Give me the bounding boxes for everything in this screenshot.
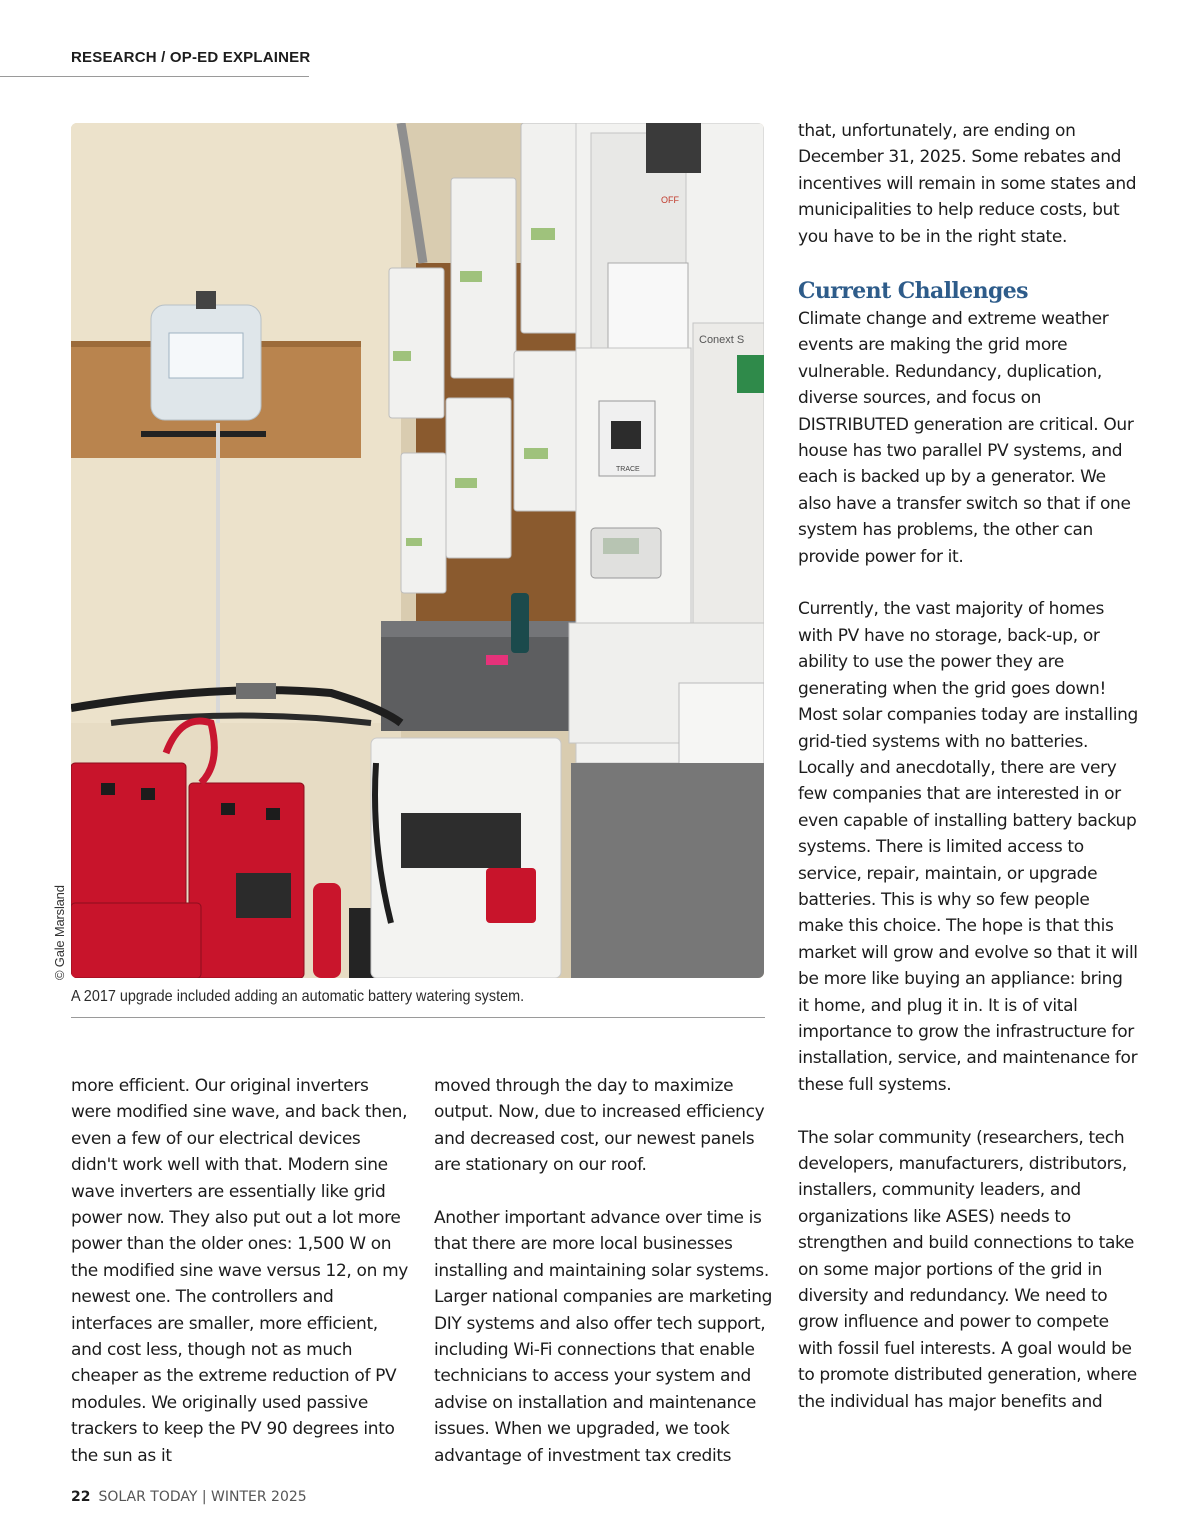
section-heading: Current Challenges bbox=[798, 278, 1028, 305]
paragraph: more efficient. Our original inverters were modified sine wave, and back then, even a few of our electrical devices didn't work well with that. Modern sine wave inverters are essentially like grid power now. They also put out a lot more power than the older ones: 1,500 W on the modified sine wave versus 12, on my newest one. The controllers and interfaces are smaller, more efficient, and cost less, though not as much cheaper as the extreme reduction of PV modules. We originally used passive trackers to keep the PV 90 degrees into the sun as it bbox=[71, 1076, 408, 1466]
paragraph: Climate change and extreme weather events are making the grid more vulnerable. Redundancy, duplication, diverse sources, and focus on DISTRIBUTED generation are critical. Our house has two parallel PV systems, and each is backed up by a generator. We also have a transfer switch so that if one system has problems, the other can provide power for it. bbox=[798, 309, 1134, 567]
panel-brand-label: Conext S bbox=[699, 334, 745, 346]
body-column-2 bbox=[434, 1073, 774, 1469]
paragraph: moved through the day to maximize output. Now, due to increased efficiency and decreased cost, our newest panels are stationary on our roof. bbox=[434, 1076, 765, 1176]
trace-label: TRACE bbox=[616, 466, 640, 473]
page-number: 22 bbox=[71, 1489, 91, 1505]
photo-credit: © Gale Marsland bbox=[52, 885, 67, 980]
body-column-1 bbox=[71, 1073, 411, 1469]
section-rule bbox=[0, 76, 309, 77]
caption-rule bbox=[71, 1017, 765, 1018]
paragraph: The solar community (researchers, tech developers, manufacturers, distributors, installers, community leaders, and organizations like ASES) needs to strengthen and build connections to take on some major portions of the grid in diversity and redundancy. We need to grow influence and power to compete with fossil fuel interests. A goal would be to promote distributed generation, where the individual has major benefits and bbox=[798, 1127, 1137, 1412]
paragraph: Another important advance over time is that there are more local businesses installing and maintaining solar systems. Larger national companies are marketing DIY systems and also offer tech support, including Wi-Fi connections that enable technicians to access your system and advise on installation and maintenance issues. When we upgraded, we took advantage of investment tax credits bbox=[434, 1208, 773, 1466]
paragraph: Currently, the vast majority of homes with PV have no storage, back-up, or ability to use the power they are generating when the grid goes down! Most solar companies today are installing grid-tied systems with no batteries. Locally and anecdotally, there are very few companies that are interested in or even capable of installing battery backup systems. There is limited access to service, repair, maintain, or upgrade batteries. This is why so few people make this choice. The hope is that this market will grow and evolve so that it will be more like buying an appliance: bring it home, and plug it in. It is of vital importance to grow the infrastructure for installation, service, and maintenance for these full systems. bbox=[798, 599, 1138, 1095]
section-label: RESEARCH / OP-ED EXPLAINER bbox=[71, 49, 311, 66]
photo-caption: A 2017 upgrade included adding an automatic battery watering system. bbox=[71, 988, 525, 1005]
battery-room-photo bbox=[71, 123, 764, 978]
page-footer bbox=[71, 1489, 307, 1505]
publication-name: SOLAR TODAY | WINTER 2025 bbox=[98, 1489, 307, 1505]
paragraph: that, unfortunately, are ending on December 31, 2025. Some rebates and incentives will remain in some states and municipalities to help reduce costs, but you have to be in the right state. bbox=[798, 121, 1137, 247]
off-tag-label: OFF bbox=[661, 195, 679, 205]
body-column-3 bbox=[798, 118, 1138, 1415]
